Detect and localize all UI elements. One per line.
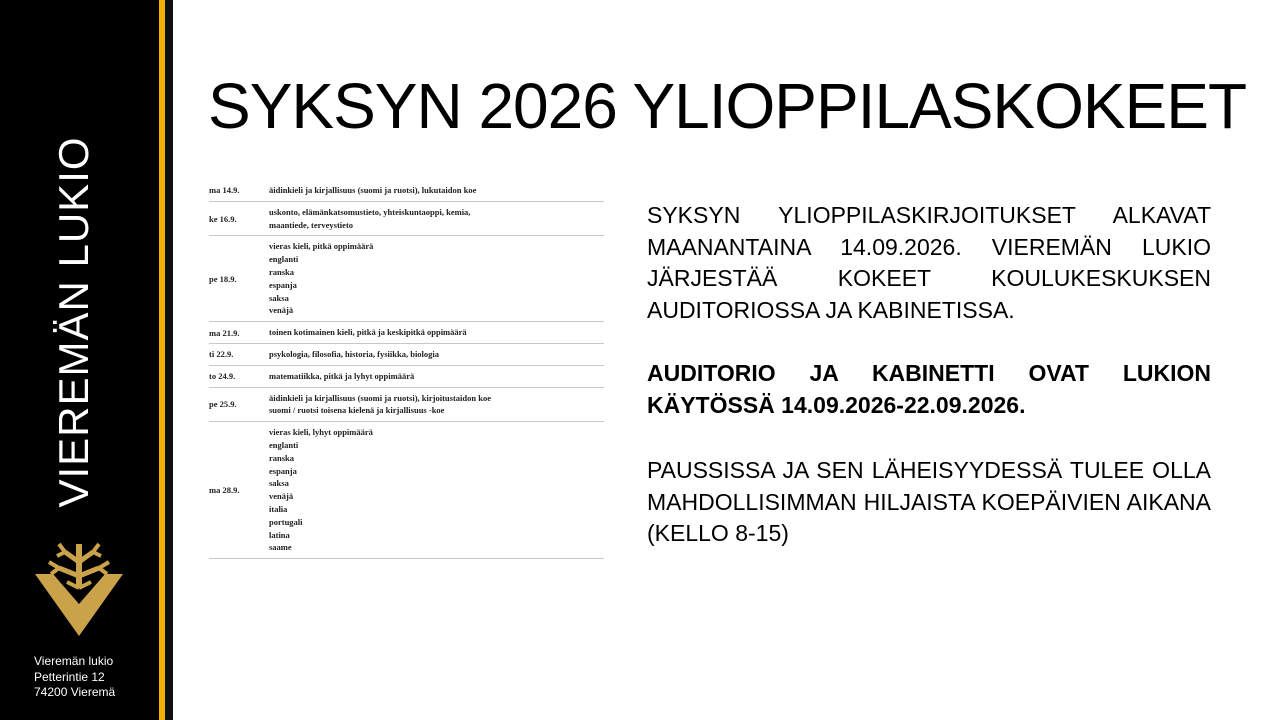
schedule-subject: saksa [269, 292, 289, 303]
schedule-row [209, 180, 604, 202]
schedule-subject: äidinkieli ja kirjallisuus (suomi ja ruotsi), kirjoitustaidon koe [269, 392, 491, 403]
schedule-subjects [269, 206, 604, 232]
info-paragraph-quiet: PAUSSISSA JA SEN LÄHEISYYDESSÄ TULEE OLLA MAHDOLLISIMMAN HILJAISTA KOEPÄIVIEN AIKANA (KELLO 8-15) [647, 457, 1211, 546]
schedule-subject: äidinkieli ja kirjallisuus (suomi ja ruotsi), lukutaidon koe [269, 185, 477, 195]
schedule-day: ma 14.9. [209, 185, 240, 196]
schedule-subject: venäjä [269, 305, 294, 316]
schedule-subject: venäjä [269, 491, 294, 502]
address-line: Vieremän lukio [34, 654, 114, 668]
schedule-subject: ranska [269, 266, 295, 277]
info-paragraph-availability: AUDITORIO JA KABINETTI OVAT LUKION KÄYTÖSSÄ 14.09.2026-22.09.2026. [647, 360, 1211, 418]
schedule-subject: suomi / ruotsi toisena kielenä ja kirjallisuus -koe [269, 405, 445, 416]
schedule-subject: maantiede, terveystieto [269, 219, 354, 230]
schedule-subject: vieras kieli, pitkä oppimäärä [269, 241, 374, 252]
school-address [34, 654, 115, 701]
schedule-subject: espanja [269, 279, 297, 290]
school-logo-icon [33, 538, 125, 638]
schedule-day: ti 22.9. [209, 349, 234, 360]
schedule-subjects [269, 426, 604, 554]
schedule-day: ke 16.9. [209, 213, 237, 224]
school-name-vertical: VIEREMÄN LUKIO [50, 136, 97, 508]
schedule-day: ma 21.9. [209, 327, 240, 338]
schedule-subject: ranska [269, 452, 295, 463]
schedule-subject: englanti [269, 439, 299, 450]
schedule-subject: latina [269, 529, 290, 540]
schedule-subject: matematiikka, pitkä ja lyhyt oppimäärä [269, 370, 415, 381]
schedule-day: to 24.9. [209, 371, 236, 382]
schedule-row [209, 236, 604, 322]
schedule-subjects [269, 370, 604, 383]
schedule-day: pe 18.9. [209, 273, 237, 284]
schedule-subject: psykologia, filosofia, historia, fysiikka, biologia [269, 348, 440, 359]
info-paragraph-start: SYKSYN YLIOPPILASKIRJOITUKSET ALKAVAT MAANANTAINA 14.09.2026. VIEREMÄN LUKIO JÄRJESTÄÄ KOKEET KOULUKESKUKSEN AUDITORIOSSA JA KABINETISSA. [647, 202, 1211, 323]
info-text [647, 200, 1211, 546]
schedule-subject: toinen kotimainen kieli, pitkä ja keskipitkä oppimäärä [269, 327, 467, 338]
schedule-subjects [269, 184, 604, 197]
schedule-day: pe 25.9. [209, 399, 237, 410]
schedule-subject: italia [269, 503, 288, 514]
schedule-subject: portugali [269, 516, 303, 527]
schedule-subject: vieras kieli, lyhyt oppimäärä [269, 427, 373, 438]
schedule-subjects [269, 240, 604, 317]
divider-stripe [165, 0, 173, 720]
schedule-row [209, 322, 604, 344]
schedule-row [209, 344, 604, 366]
schedule-row [209, 388, 604, 423]
address-line: 74200 Vieremä [34, 685, 116, 699]
schedule-row [209, 202, 604, 237]
address-line: Petterintie 12 [34, 669, 105, 684]
schedule-subjects [269, 392, 604, 418]
schedule-subjects [269, 326, 604, 339]
schedule-subjects [269, 348, 604, 361]
schedule-subject: saksa [269, 478, 289, 489]
schedule-subject: englanti [269, 254, 299, 265]
sidebar [0, 0, 159, 720]
schedule-row [209, 422, 604, 559]
schedule-row [209, 366, 604, 388]
schedule-day: ma 28.9. [209, 485, 240, 496]
page-title: SYKSYN 2026 YLIOPPILASKOKEET [208, 70, 1247, 142]
schedule-subject: saame [269, 542, 292, 553]
schedule-subject: espanja [269, 465, 297, 476]
exam-schedule-table [209, 180, 604, 559]
schedule-subject: uskonto, elämänkatsomustieto, yhteiskuntaoppi, kemia, [269, 206, 471, 217]
